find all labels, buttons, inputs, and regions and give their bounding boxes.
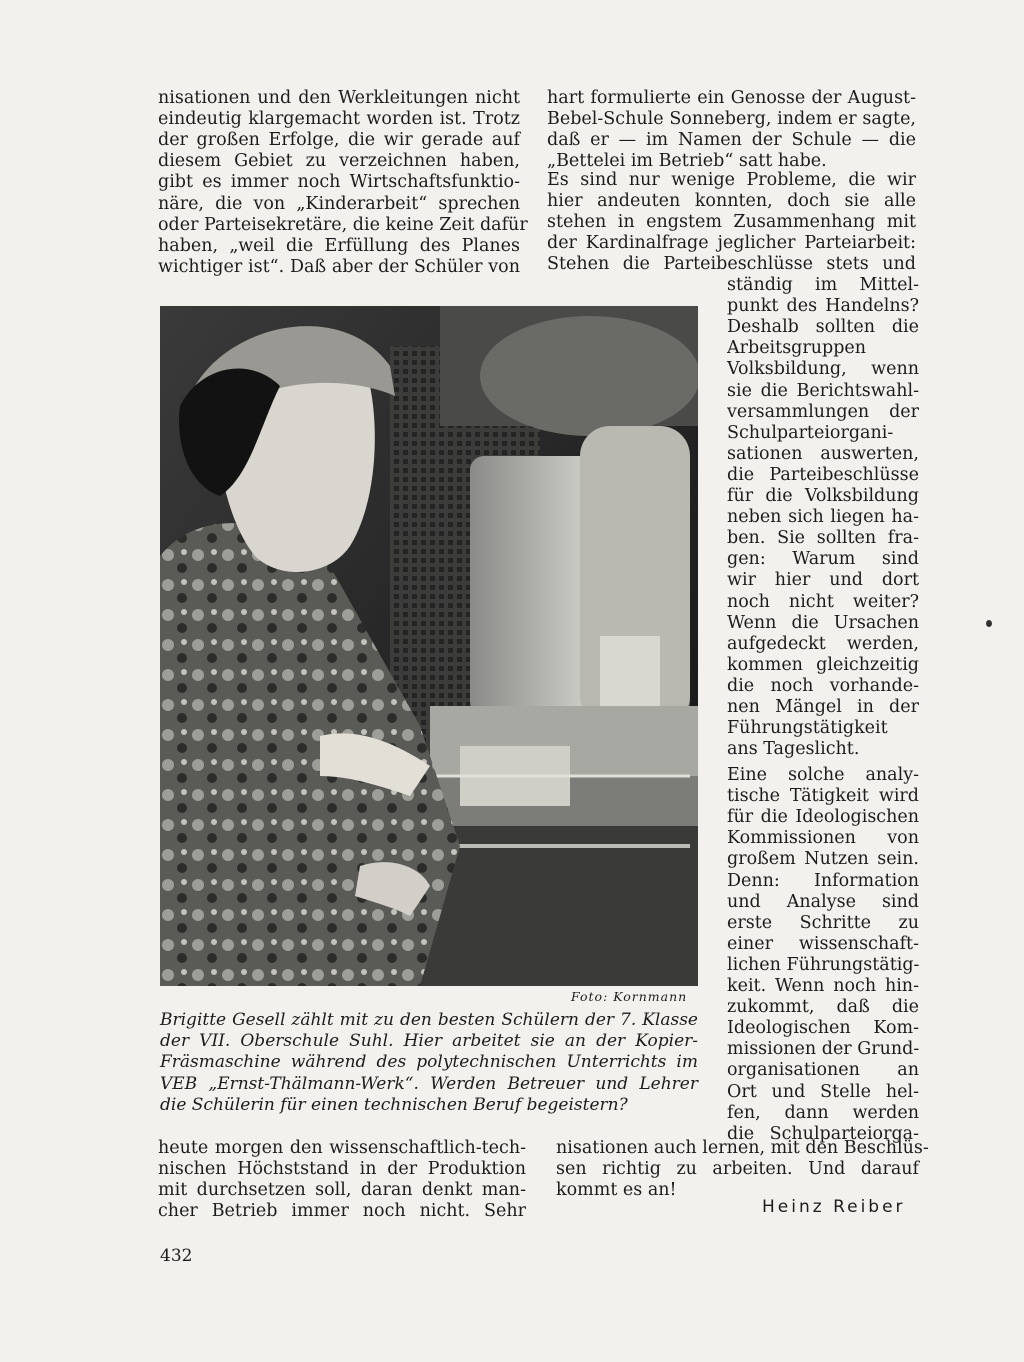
- text-line: sationen auswerten,: [727, 443, 919, 464]
- text-line: einer wissenschaft-: [727, 933, 919, 954]
- text-line: nisationen und den Werkleitungen nicht: [158, 88, 520, 108]
- text-line: Deshalb sollten die: [727, 317, 919, 338]
- text-line: diesem Gebiet zu verzeichnen haben,: [158, 151, 520, 172]
- text-line: mit durchsetzen soll, daran denkt man-: [158, 1180, 526, 1201]
- text-line: hier andeuten konnten, doch sie alle: [547, 191, 916, 212]
- text-line: gen: Warum sind: [727, 549, 919, 570]
- text-line: Ideologischen Kom-: [727, 1018, 919, 1039]
- text-line: VEB „Ernst-Thälmann-Werk“. Werden Betreuer und Lehrer: [160, 1073, 698, 1094]
- text-line: ständig im Mittel-: [727, 275, 919, 295]
- text-line: wir hier und dort: [727, 570, 919, 591]
- text-line: Denn: Information: [727, 870, 919, 891]
- text-line: die Parteibeschlüsse: [727, 464, 919, 485]
- text-line: nischen Höchststand in der Produktion: [158, 1159, 526, 1180]
- text-line: Stehen die Parteibeschlüsse stets und: [547, 254, 916, 275]
- page-number: 432: [160, 1246, 193, 1266]
- text-line: „Bettelei im Betrieb“ satt habe.: [547, 151, 827, 172]
- text-line: der Kardinalfrage jeglicher Parteiarbeit:: [547, 233, 916, 254]
- text-line: Fräsmaschine während des polytechnischen Unterrichts im: [160, 1052, 698, 1073]
- text-line: aufgedeckt werden,: [727, 633, 919, 654]
- text-line: die Schülerin für einen technischen Beruf begeistern?: [160, 1094, 628, 1115]
- text-line: Brigitte Gesell zählt mit zu den besten Schülern der 7. Klasse: [160, 1010, 698, 1030]
- text-line: versammlungen der: [727, 401, 919, 422]
- text-line: kommt es an!: [556, 1180, 677, 1201]
- text-line: hart formulierte ein Genosse der August-: [547, 88, 916, 108]
- text-line: nen Mängel in der: [727, 697, 919, 717]
- text-line: Wenn die Ursachen: [727, 612, 919, 633]
- text-line: haben, „weil die Erfüllung des Planes: [158, 235, 520, 256]
- text-line: näre, die von „Kinderarbeit“ sprechen: [158, 193, 520, 214]
- text-line: lichen Führungstätig-: [727, 954, 920, 975]
- text-line: Schulparteiorgani-: [727, 422, 894, 443]
- text-line: der großen Erfolge, die wir gerade auf: [158, 130, 520, 151]
- text-line: punkt des Handelns?: [727, 296, 919, 317]
- photo-credit: Foto: Kornmann: [571, 989, 688, 1004]
- text-line: stehen in engstem Zusammenhang mit: [547, 212, 916, 233]
- text-line: Volksbildung, wenn: [727, 359, 919, 380]
- text-line: Es sind nur wenige Probleme, die wir: [547, 170, 916, 190]
- text-line: eindeutig klargemacht worden ist. Trotz: [158, 109, 520, 130]
- text-line: die noch vorhande-: [727, 675, 919, 696]
- text-line: kommen gleichzeitig: [727, 654, 919, 675]
- text-line: nisationen auch lernen, mit den Beschlüs-: [556, 1138, 929, 1158]
- photo-girl-at-milling-machine: [160, 306, 698, 986]
- author-signature: Heinz Reiber: [762, 1197, 906, 1217]
- text-line: Arbeitsgruppen: [727, 338, 867, 359]
- text-line: erste Schritte zu: [727, 912, 919, 933]
- text-line: fen, dann werden: [727, 1102, 919, 1123]
- text-line: die Schulparteiorga-: [727, 1123, 919, 1144]
- text-line: daß er — im Namen der Schule — die: [547, 130, 916, 151]
- text-line: wichtiger ist“. Daß aber der Schüler von: [158, 256, 520, 277]
- text-line: für die Volksbildung: [727, 486, 919, 506]
- text-line: Ort und Stelle hel-: [727, 1081, 919, 1102]
- text-line: noch nicht weiter?: [727, 591, 919, 612]
- text-line: für die Ideologischen: [727, 807, 919, 828]
- text-line: Eine solche analy-: [727, 765, 919, 785]
- text-line: keit. Wenn noch hin-: [727, 976, 919, 996]
- text-line: tische Tätigkeit wird: [727, 786, 919, 807]
- print-speck: [986, 620, 992, 627]
- text-line: Führungstätigkeit: [727, 718, 888, 739]
- text-line: ben. Sie sollten fra-: [727, 528, 919, 549]
- text-line: organisationen an: [727, 1060, 919, 1081]
- text-line: sen richtig zu arbeiten. Und darauf: [556, 1159, 919, 1180]
- text-line: Bebel-Schule Sonneberg, indem er sagte,: [547, 109, 916, 130]
- text-line: sie die Berichtswahl-: [727, 380, 919, 401]
- text-line: großem Nutzen sein.: [727, 849, 919, 870]
- text-line: zukommt, daß die: [727, 997, 919, 1018]
- text-line: der VII. Oberschule Suhl. Hier arbeitet sie an der Kopier-: [160, 1031, 698, 1052]
- photo-illustration: [160, 306, 698, 986]
- text-line: ans Tageslicht.: [727, 739, 860, 760]
- text-line: cher Betrieb immer noch nicht. Sehr: [158, 1201, 526, 1222]
- text-line: und Analyse sind: [727, 891, 919, 912]
- text-line: heute morgen den wissenschaftlich-tech-: [158, 1138, 526, 1158]
- text-line: oder Parteisekretäre, die keine Zeit dafür: [158, 214, 528, 235]
- text-line: Kommissionen von: [727, 828, 919, 849]
- text-line: gibt es immer noch Wirtschaftsfunktio-: [158, 172, 520, 193]
- text-line: neben sich liegen ha-: [727, 507, 919, 528]
- text-line: missionen der Grund-: [727, 1039, 920, 1060]
